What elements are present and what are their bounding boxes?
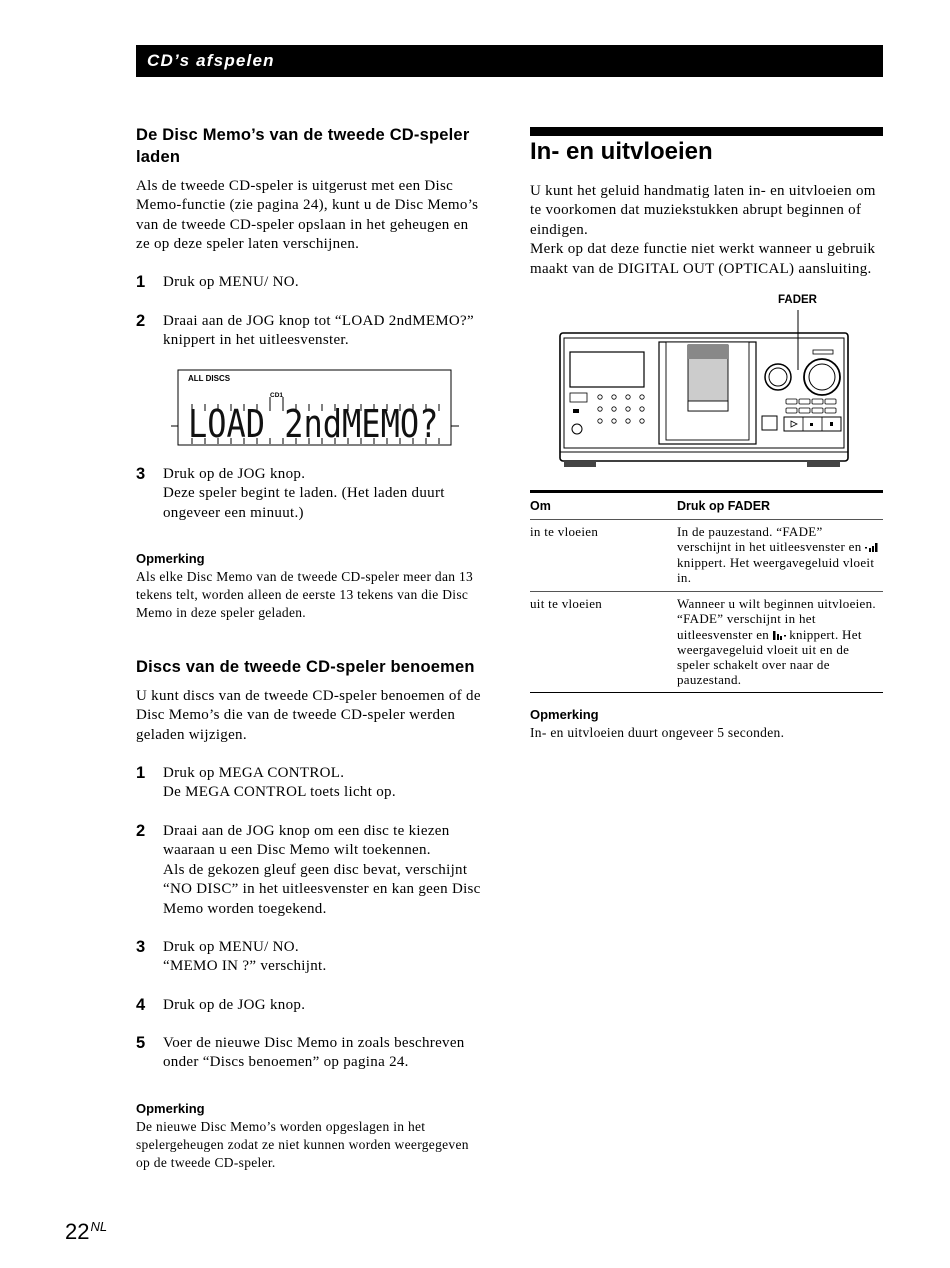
- text-line: pauzestand.: [677, 672, 742, 688]
- text-line: ongeveer een minuut.): [163, 504, 304, 521]
- panel-button: [812, 399, 823, 404]
- small-button: [570, 393, 587, 402]
- note-title: Opmerking: [136, 551, 205, 566]
- text-line: Draai aan de JOG knop tot “LOAD 2ndMEMO?”: [163, 313, 474, 329]
- panel-button: [640, 419, 644, 423]
- text-line: laden: [136, 148, 181, 166]
- page-number: [65, 1219, 107, 1245]
- text-line: De nieuwe Disc Memo’s worden opgeslagen in het: [136, 1119, 426, 1134]
- text-line: Disc Memo’s die van de tweede CD-speler werden: [136, 707, 456, 724]
- step-text: [163, 1034, 465, 1073]
- text-line: Als elke Disc Memo van de tweede CD-speler meer dan 13: [136, 569, 474, 584]
- text-line: op de tweede CD-speler.: [136, 1155, 276, 1170]
- step-text: [163, 764, 396, 803]
- intro-name-discs: [136, 687, 481, 745]
- panel-button: [598, 419, 602, 423]
- sensor-icon: [573, 409, 579, 413]
- text-line: Druk op de JOG knop.: [163, 997, 306, 1013]
- fader-label: FADER: [778, 294, 817, 306]
- panel-button: [640, 407, 644, 411]
- text-line: U kunt discs van de tweede CD-speler benoemen of de: [136, 688, 481, 704]
- panel-button: [626, 407, 630, 411]
- text-line: onder “Discs benoemen” op pagina 24.: [163, 1054, 409, 1071]
- fader-knob-inner: [769, 368, 787, 386]
- text-line: spelergeheugen zodat ze niet kunnen worden weergegeven: [136, 1137, 469, 1152]
- note-title: Opmerking: [530, 707, 599, 722]
- text-line: knippert in het uitleesvenster.: [163, 332, 349, 349]
- pause-icon: [810, 423, 813, 426]
- table-row-purpose: [530, 596, 602, 611]
- step-number: 5: [136, 1034, 146, 1052]
- display-all-discs: ALL DISCS: [188, 374, 231, 383]
- page-language-suffix: NL: [90, 1219, 108, 1234]
- step-number: 2: [136, 312, 146, 330]
- panel-button: [626, 419, 630, 423]
- step-text: [163, 996, 305, 1015]
- panel-button: [598, 407, 602, 411]
- jog-dial-inner: [809, 364, 835, 390]
- heading-load-disc-memos: [136, 124, 469, 168]
- text-line: “NO DISC” in het uitleesvenster en kan geen Disc: [163, 881, 481, 898]
- text-line: van de tweede CD-speler opslaan in het geheugen en: [136, 216, 469, 233]
- text-line: Als de tweede CD-speler is uitgerust met een Disc: [136, 178, 454, 194]
- note-title: Opmerking: [136, 1101, 205, 1116]
- panel-button: [812, 408, 823, 413]
- panel-button: [640, 395, 644, 399]
- intro-fade: [530, 182, 876, 279]
- text-line: knippert. Het weergavegeluid vloeit: [677, 554, 875, 570]
- panel-button: [786, 399, 797, 404]
- text-line: in.: [677, 569, 692, 585]
- note-text: [530, 724, 784, 742]
- text-line: Druk op MENU/ NO.: [163, 274, 299, 290]
- table-row-instruction: [677, 596, 876, 688]
- step-text: [163, 465, 445, 523]
- step-number: 1: [136, 273, 146, 291]
- table-row-rule: [530, 591, 883, 592]
- text-line: Voer de nieuwe Disc Memo in zoals beschreven: [163, 1035, 465, 1051]
- text-segment: knippert. Het: [789, 626, 862, 642]
- text-line: “MEMO IN ?” verschijnt.: [163, 958, 327, 975]
- text-line: te voorkomen dat muziekstukken abrupt beginnen of: [530, 202, 862, 219]
- text-line: Memo-functie (zie pagina 24), kunt u de Disc Memo’s: [136, 197, 479, 214]
- text-line: In de pauzestand. “FADE”: [677, 524, 823, 539]
- disc-slot-shadow: [688, 345, 728, 359]
- text-line: in te vloeien: [530, 524, 599, 539]
- text-line: De Disc Memo’s van de tweede CD-speler: [136, 126, 470, 144]
- panel-button: [612, 419, 616, 423]
- left-foot: [564, 461, 596, 467]
- table-bottom-rule: [530, 692, 883, 693]
- right-foot: [807, 461, 840, 467]
- text-line: De MEGA CONTROL toets licht op.: [163, 784, 396, 801]
- step-number: 3: [136, 938, 146, 956]
- panel-button: [612, 395, 616, 399]
- text-line: uit te vloeien: [530, 596, 603, 611]
- text-line: Druk op MENU/ NO.: [163, 939, 299, 955]
- panel-button: [825, 399, 836, 404]
- table-header-action: Druk op FADER: [677, 499, 771, 513]
- text-line: In- en uitvloeien duurt ongeveer 5 seconden.: [530, 725, 785, 740]
- page-number-value: 22: [65, 1219, 90, 1244]
- step-text: [163, 273, 299, 292]
- heading-name-discs: [136, 656, 475, 678]
- display-window: [570, 352, 644, 387]
- text-line: U kunt het geluid handmatig laten in- en uitvloeien om: [530, 183, 876, 199]
- panel-button: [799, 408, 810, 413]
- text-line: maakt van de DIGITAL OUT (OPTICAL) aansluiting.: [530, 260, 872, 277]
- panel-button: [799, 399, 810, 404]
- lcd-display-illustration: [170, 365, 462, 450]
- text-line: speler schakelt over naar de: [677, 657, 830, 673]
- text-line: tekens telt, worden alleen de eerste 13 tekens van die Disc: [136, 587, 469, 602]
- step-text: [163, 312, 474, 351]
- indicator-strip: [813, 350, 833, 354]
- step-number: 4: [136, 996, 146, 1014]
- step-number: 2: [136, 822, 146, 840]
- text-line: geladen wijzigen.: [136, 726, 247, 743]
- text-line: Memo worden toegekend.: [163, 900, 327, 917]
- display-main-text: LOAD 2ndMEMO?: [188, 402, 439, 447]
- section-header-bar: [136, 45, 883, 77]
- section-rule: [530, 127, 883, 136]
- disc-slot-tab: [688, 401, 728, 411]
- text-line: Merk op dat deze functie niet werkt wanneer u gebruik: [530, 241, 876, 258]
- note-text: [136, 568, 473, 622]
- text-line: Wanneer u wilt beginnen uitvloeien.: [677, 596, 876, 611]
- text-line: Discs van de tweede CD-speler benoemen: [136, 658, 475, 676]
- text-line: weergavegeluid vloeit uit en de: [677, 641, 850, 657]
- panel-button: [626, 395, 630, 399]
- text-line: Druk op de JOG knop.: [163, 466, 306, 482]
- text-line: Als de gekozen gleuf geen disc bevat, verschijnt: [163, 861, 468, 878]
- text-line: Memo in deze speler geladen.: [136, 605, 306, 620]
- table-row-instruction: [677, 524, 878, 585]
- table-top-rule: [530, 490, 883, 493]
- cd-player-illustration: [555, 305, 855, 470]
- intro-load-disc-memos: [136, 177, 478, 255]
- text-line: Druk op MEGA CONTROL.: [163, 765, 345, 781]
- display-cd-number: CD1: [270, 392, 284, 399]
- table-header-purpose: Om: [530, 499, 551, 513]
- text-line: ze op deze speler laten verschijnen.: [136, 236, 360, 253]
- panel-button: [598, 395, 602, 399]
- text-line: Deze speler begint te laden. (Het laden duurt: [163, 485, 445, 502]
- text-segment: uitleesvenster en: [677, 626, 770, 642]
- text-line: Draai aan de JOG knop om een disc te kiezen: [163, 823, 450, 839]
- text-segment: verschijnt in het uitleesvenster en: [677, 539, 862, 555]
- text-line: [677, 627, 876, 642]
- text-line: eindigen.: [530, 221, 589, 238]
- step-text: [163, 822, 481, 919]
- text-line: “FADE” verschijnt in het: [677, 611, 816, 627]
- table-row-purpose: [530, 524, 598, 539]
- power-button: [572, 424, 582, 434]
- panel-button: [786, 408, 797, 413]
- section-header-title: CD’s afspelen: [147, 51, 275, 70]
- square-button: [762, 416, 777, 430]
- text-line: [677, 539, 878, 554]
- fade-in-icon: [865, 543, 878, 552]
- panel-button: [825, 408, 836, 413]
- text-line: waaraan u een Disc Memo wilt toekennen.: [163, 842, 431, 859]
- step-number: 3: [136, 465, 146, 483]
- panel-button: [612, 407, 616, 411]
- fade-out-icon: [773, 631, 786, 640]
- step-text: [163, 938, 327, 977]
- table-header-rule: [530, 519, 883, 520]
- heading-fade: In- en uitvloeien: [530, 138, 713, 165]
- step-number: 1: [136, 764, 146, 782]
- stop-icon: [830, 422, 833, 426]
- note-text: [136, 1118, 469, 1172]
